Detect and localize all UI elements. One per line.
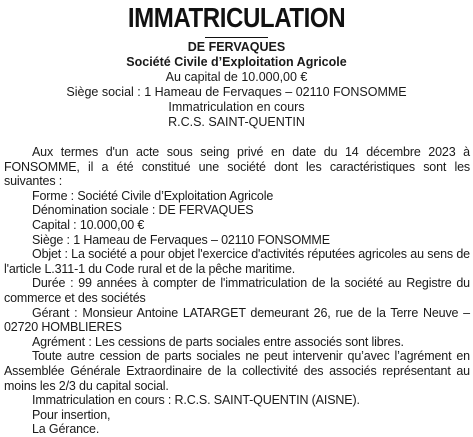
denomination-line: Dénomination sociale : DE FERVAQUES — [32, 203, 254, 218]
registration-status: Immatriculation en cours — [168, 100, 305, 114]
signature-line: La Gérance. — [32, 422, 100, 437]
forme-line: Forme : Société Civile d’Exploitation Agricole — [32, 188, 274, 203]
rcs-registry: R.C.S. SAINT-QUENTIN — [168, 115, 305, 129]
pour-insertion-line: Pour insertion, — [32, 407, 111, 422]
company-name: DE FERVAQUES — [187, 40, 286, 54]
notice-body — [4, 145, 470, 437]
company-header — [0, 40, 473, 130]
title-divider — [205, 37, 268, 38]
cession-paragraph: Toute autre cession de parts sociales ne peut intervenir qu’avec l’agrément en Assemblée Générale Extraordinaire de la collectivité des associés représentant au moins les 2/3 du capital social. — [4, 349, 470, 393]
company-capital: Au capital de 10.000,00 € — [165, 70, 308, 84]
intro-paragraph: Aux termes d'un acte sous seing privé en date du 14 décembre 2023 à FONSOMME, il a été constitué une société dont les caractéristiques sont les suivantes : — [4, 145, 470, 189]
objet-paragraph: Objet : La société a pour objet l'exercice d'activités réputées agricoles au sens de l'article L.311-1 du Code rural et de la pêche maritime. — [4, 247, 470, 276]
agrement-paragraph: Agrément : Les cessions de parts sociales entre associés sont libres. — [32, 334, 404, 349]
capital-line: Capital : 10.000,00 € — [32, 217, 145, 232]
siege-line: Siège : 1 Hameau de Fervaques – 02110 FONSOMME — [32, 232, 330, 247]
company-form: Société Civile d’Exploitation Agricole — [126, 55, 347, 69]
registered-office: Siège social : 1 Hameau de Fervaques – 02110 FONSOMME — [66, 85, 407, 99]
immatriculation-line: Immatriculation en cours : R.C.S. SAINT-QUENTIN (AISNE). — [32, 393, 360, 408]
gerant-paragraph: Gérant : Monsieur Antoine LATARGET demeurant 26, rue de la Terre Neuve – 02720 HOMBLIERES — [4, 305, 470, 335]
notice-title: IMMATRICULATION — [127, 2, 346, 33]
duree-paragraph: Durée : 99 années à compter de l'immatriculation de la société au Registre du commerce et des sociétés — [4, 276, 470, 305]
